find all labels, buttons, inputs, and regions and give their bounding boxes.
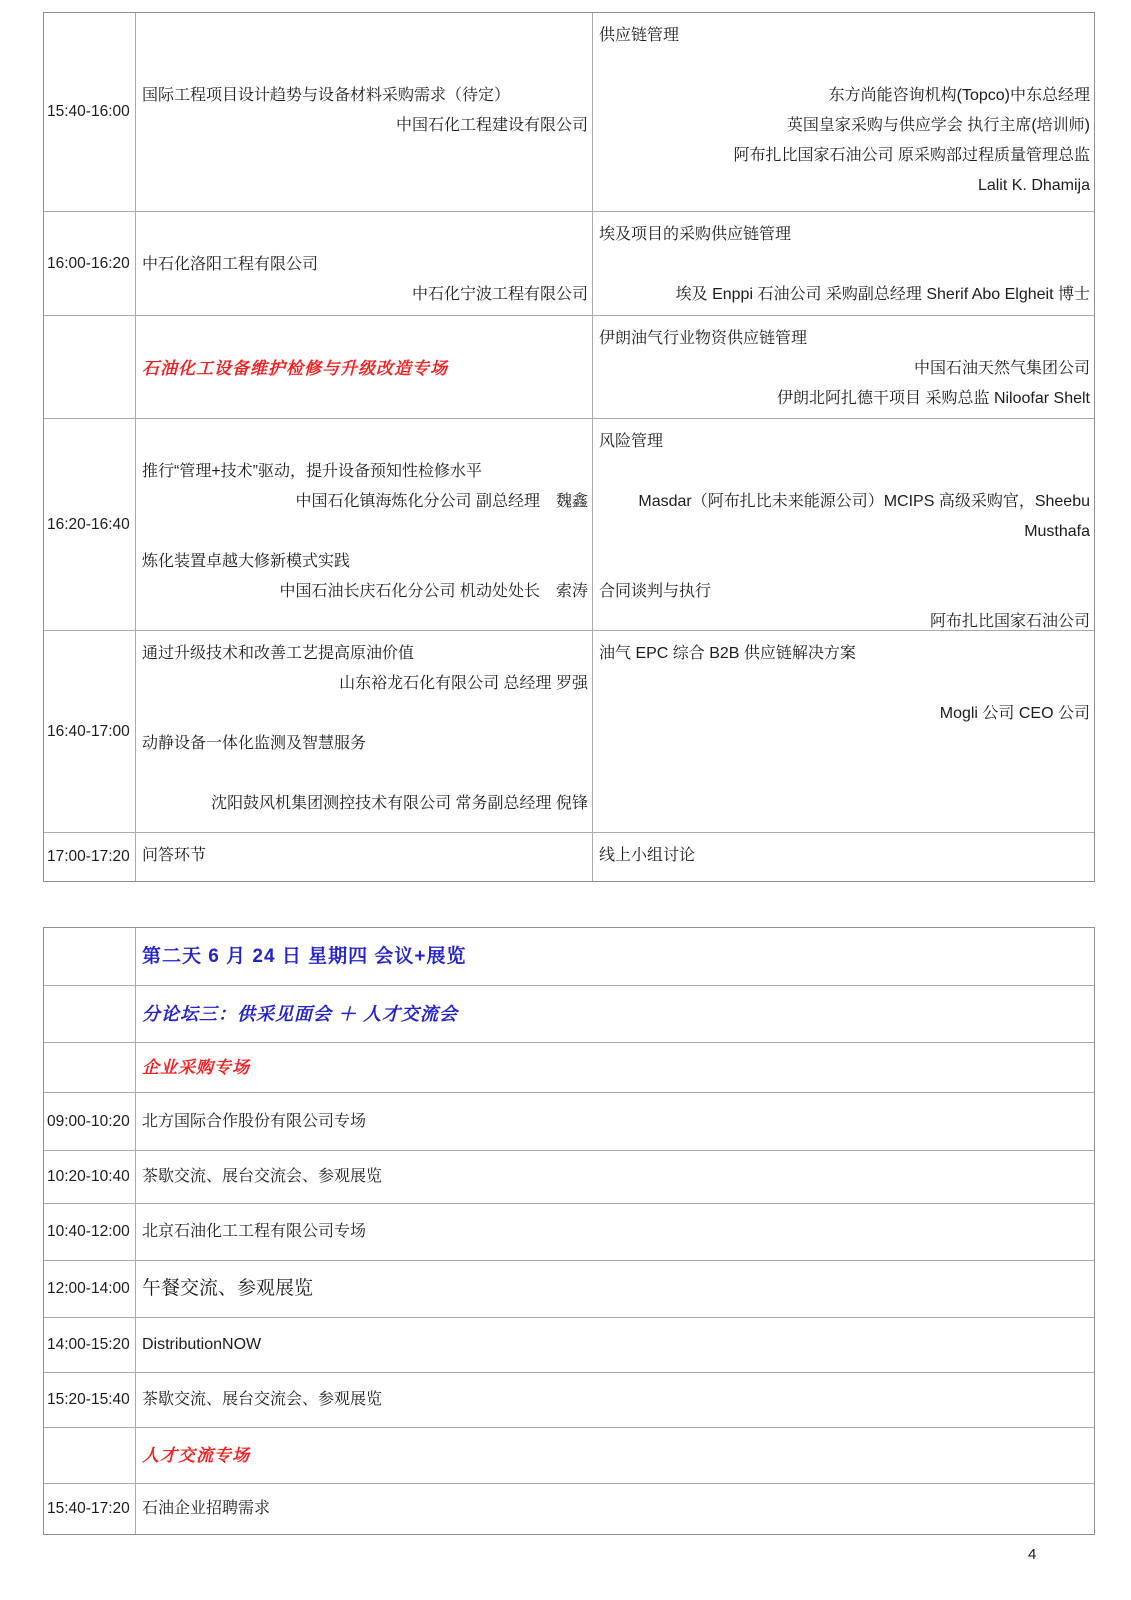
text-line	[599, 457, 1090, 487]
session-title: 人才交流专场	[142, 1445, 250, 1465]
session-cell	[136, 1428, 1094, 1483]
session-cell	[136, 1093, 1094, 1150]
text-line: 伊朗油气行业物资供应链管理	[599, 330, 808, 347]
session-cell-right	[593, 212, 1094, 315]
text-line: 石油化工设备维护检修与升级改造专场	[142, 359, 448, 378]
time-cell	[44, 316, 136, 418]
agenda-row	[44, 1151, 1094, 1204]
time-cell: 15:40-17:20	[44, 1484, 136, 1534]
agenda-row	[44, 212, 1094, 316]
session-title: 分论坛三：供采见面会 ＋ 人才交流会	[142, 1004, 459, 1024]
text-line	[142, 51, 588, 81]
session-title: 北方国际合作股份有限公司专场	[142, 1112, 367, 1130]
session-cell	[136, 1261, 1094, 1317]
text-line: Musthafa	[1024, 523, 1090, 540]
time-cell: 10:40-12:00	[44, 1204, 136, 1260]
text-line: 埃及 Enppi 石油公司 采购副总经理 Sherif Abo Elgheit 博士	[675, 286, 1090, 303]
session-cell	[136, 1151, 1094, 1203]
text-line: 沈阳鼓风机集团测控技术有限公司 常务副总经理 倪锋	[211, 795, 588, 812]
text-line: 东方尚能咨询机构(Topco)中东总经理	[828, 87, 1090, 104]
session-title: DistributionNOW	[142, 1336, 262, 1353]
agenda-row	[44, 631, 1094, 833]
session-cell-left	[136, 13, 593, 211]
session-cell-right	[593, 13, 1094, 211]
session-cell-right	[593, 419, 1094, 630]
agenda-row	[44, 928, 1094, 986]
text-line: 中石化洛阳工程有限公司	[142, 256, 319, 273]
time-cell: 16:20-16:40	[44, 419, 136, 630]
session-cell-left	[136, 833, 593, 881]
text-line	[142, 699, 588, 729]
text-line: 中国石化镇海炼化分公司 副总经理 魏鑫	[295, 493, 588, 510]
time-cell: 16:40-17:00	[44, 631, 136, 832]
session-title: 北京石油化工工程有限公司专场	[142, 1223, 367, 1240]
text-line: Masdar（阿布扎比未来能源公司）MCIPS 高级采购官，Sheebu	[638, 493, 1090, 510]
time-cell: 10:20-10:40	[44, 1151, 136, 1203]
session-cell-left	[136, 631, 593, 832]
session-cell	[136, 1043, 1094, 1092]
text-line: 风险管理	[599, 433, 664, 450]
agenda-row	[44, 1484, 1094, 1534]
time-cell: 12:00-14:00	[44, 1261, 136, 1317]
text-line	[599, 669, 1090, 699]
agenda-row	[44, 1318, 1094, 1373]
text-line	[599, 547, 1090, 577]
session-title: 茶歇交流、展台交流会、参观展览	[142, 1168, 383, 1185]
agenda-row	[44, 1093, 1094, 1151]
text-line	[599, 250, 1090, 280]
text-line: 中国石油长庆石化分公司 机动处处长 索涛	[279, 583, 588, 600]
time-cell	[44, 928, 136, 985]
agenda-row	[44, 986, 1094, 1043]
agenda-row	[44, 1204, 1094, 1261]
agenda-row	[44, 833, 1094, 881]
text-line: 中国石化工程建设有限公司	[395, 117, 588, 134]
page-number: 4	[1028, 1546, 1037, 1563]
text-line: 伊朗北阿扎德干项目 采购总监 Niloofar Shelt	[777, 390, 1090, 407]
text-line: 通过升级技术和改善工艺提高原油价值	[142, 645, 415, 662]
time-cell: 14:00-15:20	[44, 1318, 136, 1372]
text-line: 阿布扎比国家石油公司 原采购部过程质量管理总监	[733, 147, 1090, 164]
session-cell-right	[593, 833, 1094, 881]
agenda-row	[44, 419, 1094, 631]
agenda-row	[44, 1428, 1094, 1484]
session-cell	[136, 986, 1094, 1042]
session-title: 第二天 6 月 24 日 星期四 会议+展览	[142, 945, 467, 967]
text-line	[142, 220, 588, 250]
text-line: 推行“管理+技术”驱动，提升设备预知性检修水平	[142, 463, 483, 480]
text-line	[142, 324, 588, 354]
text-line: 线上小组讨论	[599, 847, 696, 864]
session-cell-left	[136, 316, 593, 418]
session-cell	[136, 1484, 1094, 1534]
text-line: Mogli 公司 CEO 公司	[939, 705, 1090, 722]
session-cell	[136, 1318, 1094, 1372]
text-line: 英国皇家采购与供应学会 执行主席(培训师)	[786, 117, 1090, 134]
text-line	[142, 21, 588, 51]
text-line	[142, 427, 588, 457]
agenda-table-day1	[43, 12, 1095, 882]
text-line	[142, 517, 588, 547]
time-cell	[44, 1428, 136, 1483]
time-cell	[44, 1043, 136, 1092]
session-cell	[136, 1373, 1094, 1427]
text-line: 山东裕龙石化有限公司 总经理 罗强	[339, 675, 588, 692]
text-line: 问答环节	[142, 847, 207, 864]
time-cell: 15:40-16:00	[44, 13, 136, 211]
agenda-row	[44, 1043, 1094, 1093]
text-line: 中石化宁波工程有限公司	[411, 286, 588, 303]
text-line: 埃及项目的采购供应链管理	[599, 226, 792, 243]
text-line: 阿布扎比国家石油公司	[929, 613, 1090, 630]
session-title: 企业采购专场	[142, 1057, 250, 1077]
time-cell	[44, 986, 136, 1042]
text-line: 供应链管理	[599, 27, 680, 44]
session-cell	[136, 928, 1094, 985]
text-line: 油气 EPC 综合 B2B 供应链解决方案	[599, 645, 856, 662]
text-line: 合同谈判与执行	[599, 583, 712, 600]
session-cell-right	[593, 631, 1094, 832]
time-cell: 17:00-17:20	[44, 833, 136, 881]
text-line	[599, 51, 1090, 81]
text-line: Lalit K. Dhamija	[977, 177, 1090, 194]
text-line: 炼化装置卓越大修新模式实践	[142, 553, 351, 570]
agenda-row	[44, 1373, 1094, 1428]
agenda-row	[44, 316, 1094, 419]
session-cell-right	[593, 316, 1094, 418]
text-line: 动静设备一体化监测及智慧服务	[142, 735, 367, 752]
time-cell: 09:00-10:20	[44, 1093, 136, 1150]
text-line: 中国石油天然气集团公司	[913, 360, 1090, 377]
session-cell-left	[136, 212, 593, 315]
text-line	[142, 759, 588, 789]
agenda-row	[44, 13, 1094, 212]
session-cell-left	[136, 419, 593, 630]
time-cell: 15:20-15:40	[44, 1373, 136, 1427]
time-cell: 16:00-16:20	[44, 212, 136, 315]
session-title: 石油企业招聘需求	[142, 1500, 271, 1517]
session-title: 茶歇交流、展台交流会、参观展览	[142, 1391, 383, 1408]
session-cell	[136, 1204, 1094, 1260]
agenda-table-day2	[43, 927, 1095, 1535]
session-title: 午餐交流、参观展览	[142, 1278, 314, 1299]
text-line: 国际工程项目设计趋势与设备材料采购需求（待定）	[142, 87, 511, 104]
agenda-row	[44, 1261, 1094, 1318]
